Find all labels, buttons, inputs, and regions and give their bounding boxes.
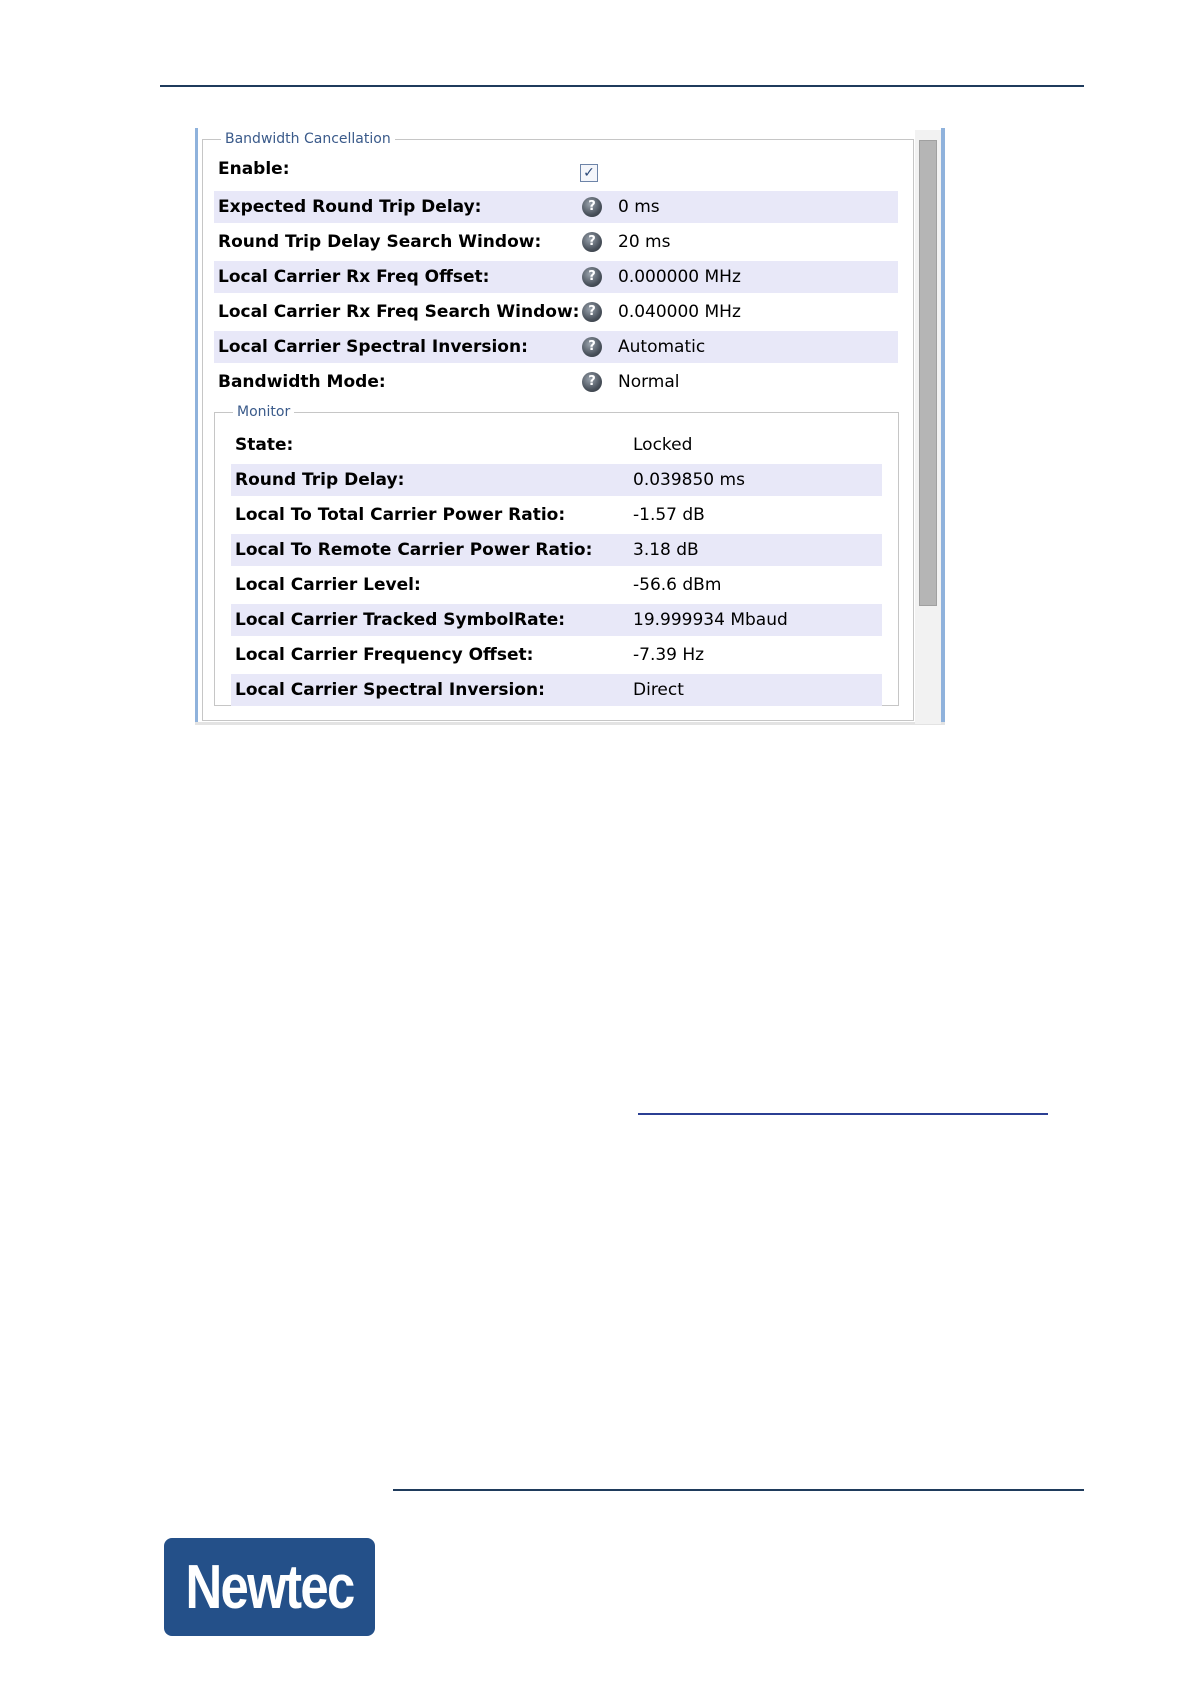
monitor-label: Round Trip Delay: xyxy=(235,470,405,490)
scrollbar-thumb[interactable] xyxy=(919,140,937,606)
field-row xyxy=(214,226,898,258)
monitor-label: Local Carrier Frequency Offset: xyxy=(235,645,534,665)
monitor-label: Local To Remote Carrier Power Ratio: xyxy=(235,540,593,560)
field-value[interactable]: 0.040000 MHz xyxy=(618,302,741,322)
field-value[interactable]: 0 ms xyxy=(618,197,660,217)
help-icon[interactable]: ? xyxy=(582,197,602,217)
field-value[interactable]: 20 ms xyxy=(618,232,671,252)
help-icon[interactable]: ? xyxy=(582,337,602,357)
monitor-label: State: xyxy=(235,435,294,455)
help-icon[interactable]: ? xyxy=(582,372,602,392)
panel-scrollbar[interactable] xyxy=(915,130,941,724)
monitor-label: Local Carrier Spectral Inversion: xyxy=(235,680,545,700)
footer-rule xyxy=(393,1489,1084,1491)
monitor-value: -7.39 Hz xyxy=(633,645,705,665)
monitor-row xyxy=(231,639,882,671)
monitor-row xyxy=(231,464,882,496)
header-rule xyxy=(160,85,1084,87)
monitor-row xyxy=(231,604,882,636)
enable-row xyxy=(214,153,898,185)
field-row xyxy=(214,261,898,293)
monitor-value: Locked xyxy=(633,435,693,455)
monitor-row xyxy=(231,569,882,601)
field-value[interactable]: Automatic xyxy=(618,337,706,357)
help-icon[interactable]: ? xyxy=(582,267,602,287)
monitor-value: Direct xyxy=(633,680,684,700)
monitor-label: Local Carrier Level: xyxy=(235,575,421,595)
fieldset-legend: Bandwidth Cancellation xyxy=(225,131,391,147)
enable-label: Enable: xyxy=(218,159,290,179)
link-underline xyxy=(638,1113,1048,1115)
monitor-value: -1.57 dB xyxy=(633,505,705,525)
field-label: Local Carrier Rx Freq Search Window: xyxy=(218,302,580,322)
newtec-logo xyxy=(164,1538,375,1636)
monitor-row xyxy=(231,429,882,461)
monitor-row xyxy=(231,499,882,531)
monitor-row xyxy=(231,534,882,566)
field-label: Local Carrier Rx Freq Offset: xyxy=(218,267,490,287)
monitor-legend: Monitor xyxy=(237,404,291,420)
field-row xyxy=(214,331,898,363)
enable-checkbox[interactable] xyxy=(580,164,598,182)
monitor-value: 3.18 dB xyxy=(633,540,699,560)
monitor-value: 0.039850 ms xyxy=(633,470,745,490)
monitor-value: 19.999934 Mbaud xyxy=(633,610,788,630)
field-label: Expected Round Trip Delay: xyxy=(218,197,482,217)
monitor-label: Local Carrier Tracked SymbolRate: xyxy=(235,610,566,630)
monitor-label: Local To Total Carrier Power Ratio: xyxy=(235,505,566,525)
logo-text: Newtec xyxy=(185,1552,354,1622)
field-label: Round Trip Delay Search Window: xyxy=(218,232,542,252)
field-value[interactable]: 0.000000 MHz xyxy=(618,267,741,287)
field-row xyxy=(214,296,898,328)
help-icon[interactable]: ? xyxy=(582,302,602,322)
field-row xyxy=(214,191,898,223)
field-label: Bandwidth Mode: xyxy=(218,372,386,392)
monitor-value: -56.6 dBm xyxy=(633,575,722,595)
field-label: Local Carrier Spectral Inversion: xyxy=(218,337,528,357)
field-row xyxy=(214,366,898,398)
help-icon[interactable]: ? xyxy=(582,232,602,252)
field-value[interactable]: Normal xyxy=(618,372,680,392)
monitor-row xyxy=(231,674,882,706)
check-icon: ✓ xyxy=(583,165,595,181)
